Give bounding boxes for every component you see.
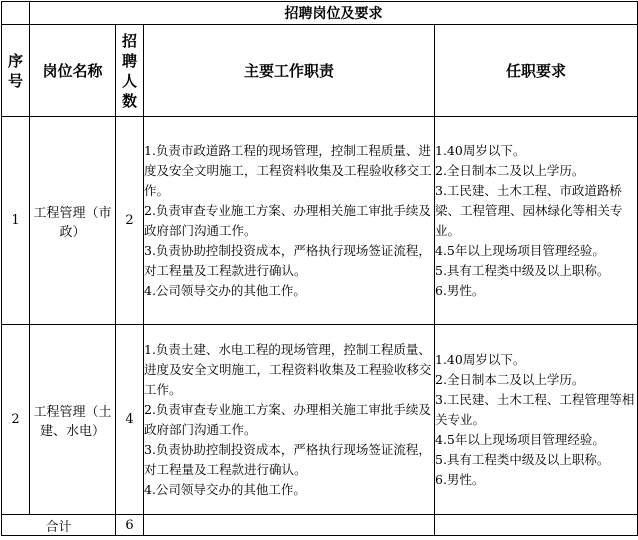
- recruitment-table: [1, 1, 638, 536]
- requirement-item: 2.全日制本二及以上学历。: [435, 371, 585, 387]
- requirement-item: 5.具有工程类中级及以上职称。: [435, 451, 610, 467]
- duty-item: 3.负责协助控制投资成本，严格执行现场签证流程，对工程量及工程款进行确认。: [144, 441, 431, 477]
- duty-item: 1.负责土建、水电工程的现场管理，控制工程质量、进度及安全文明施工，工程资料收集及工程验收移交工作。: [144, 341, 432, 397]
- total-row: [2, 515, 638, 536]
- duty-item: 1.负责市政道路工程的现场管理，控制工程质量、进度及安全文明施工，工程资料收集及工程验收移交工作。: [144, 142, 432, 198]
- requirement-item: 4.5年以上现场项目管理经验。: [435, 242, 605, 258]
- row-seq: 1: [2, 117, 30, 325]
- requirement-item: 6.男性。: [435, 282, 485, 298]
- title-blank-cell: [2, 2, 30, 25]
- row-position: 工程管理（土建、水电）: [30, 325, 116, 515]
- row-count: 4: [116, 325, 144, 515]
- table-row: [2, 117, 638, 325]
- duty-item: 4.公司领导交办的其他工作。: [144, 481, 306, 497]
- requirement-item: 5.具有工程类中级及以上职称。: [435, 262, 610, 278]
- row-requirements: [435, 325, 638, 515]
- table-title: 招聘岗位及要求: [30, 2, 638, 25]
- header-requirements: 任职要求: [435, 25, 638, 117]
- row-duties: [144, 117, 435, 325]
- row-position: 工程管理（市政）: [30, 117, 116, 325]
- header-count: 招聘人数: [116, 25, 144, 117]
- duty-item: 4.公司领导交办的其他工作。: [144, 282, 306, 298]
- title-row: [2, 2, 638, 25]
- row-requirements: [435, 117, 638, 325]
- row-seq: 2: [2, 325, 30, 515]
- total-label: 合计: [2, 515, 116, 536]
- header-row: [2, 25, 638, 117]
- requirement-item: 3.工民建、土木工程、工程管理等相关专业。: [435, 391, 635, 427]
- requirement-item: 4.5年以上现场项目管理经验。: [435, 431, 605, 447]
- requirement-item: 3.工民建、土木工程、市政道路桥梁、工程管理、园林绿化等相关专业。: [435, 182, 623, 238]
- row-duties: [144, 325, 435, 515]
- total-blank-cell: [144, 515, 435, 536]
- header-seq: 序号: [2, 25, 30, 117]
- row-count: 2: [116, 117, 144, 325]
- requirement-item: 6.男性。: [435, 471, 485, 487]
- requirement-item: 1.40周岁以下。: [435, 142, 526, 158]
- table-row: [2, 325, 638, 515]
- header-position: 岗位名称: [30, 25, 116, 117]
- duty-item: 3.负责协助控制投资成本，严格执行现场签证流程，对工程量及工程款进行确认。: [144, 242, 431, 278]
- requirement-item: 1.40周岁以下。: [435, 351, 526, 367]
- duty-item: 2.负责审查专业施工方案、办理相关施工审批手续及政府部门沟通工作。: [144, 202, 431, 238]
- requirement-item: 2.全日制本二及以上学历。: [435, 162, 585, 178]
- duty-item: 2.负责审查专业施工方案、办理相关施工审批手续及政府部门沟通工作。: [144, 401, 431, 437]
- total-count: 6: [116, 515, 144, 536]
- total-blank-cell: [435, 515, 638, 536]
- header-duties: 主要工作职责: [144, 25, 435, 117]
